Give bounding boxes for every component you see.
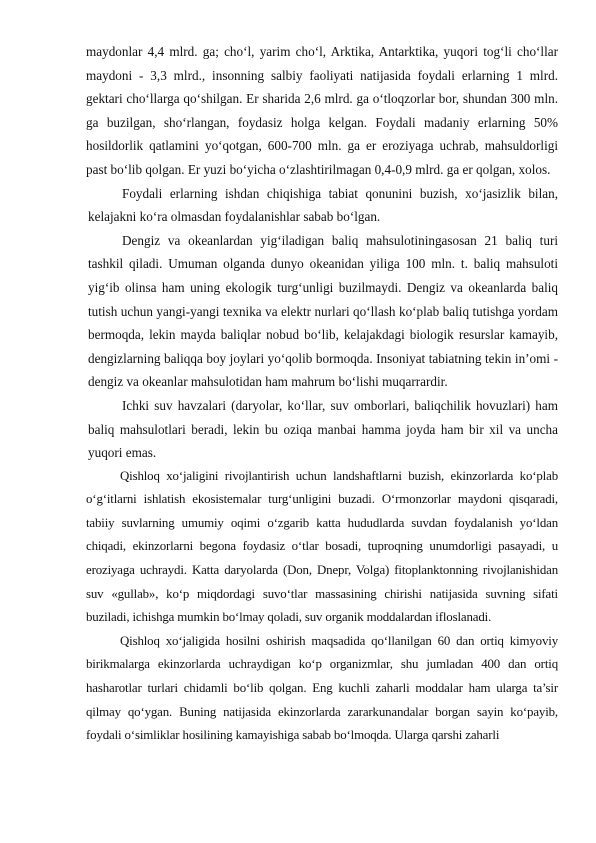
paragraph-inland-waters: Ichki suv havzalari (daryolar, ko‘llar, suv omborlari, baliqchilik hovuzlari) ham baliq mahsulotlari beradi, lekin bu oziqa manbai hamma joyda ham bir xil va uncha yuqori emas. [88,397,558,461]
paragraph-agriculture-landscape: Qishloq xo‘jaligini rivojlantirish uchun landshaftlarni buzish, ekinzorlarda ko‘plab o‘g‘itlarni ishlatish ekosistemalar turg‘unligini buzadi. O‘rmonzorlar maydoni qisqaradi, tabiiy suvlarning umumiy oqimi o‘zgarib katta hududlarda suvdan foydalanish yo‘ldan chiqadi, ekinzorlarni begona foydasiz o‘tlar bosadi, tuproqning unumdorligi pasayadi, u eroziyaga uchraydi. Katta daryolarda (Don, Dnepr, Volga) fitoplanktonning rivojlanishidan suv «gullab», ko‘p miqdordagi suvo‘tlar massasining chirishi natijasida suvning sifati buziladi, ichishga mumkin bo‘lmay qoladi, suv organik moddalardan ifloslanadi. [86,468,558,625]
document-page [86,40,558,748]
paragraph-land-statistics: maydonlar 4,4 mlrd. ga; cho‘l, yarim cho‘l, Arktika, Antarktika, yuqori tog‘li cho‘llar maydoni - 3,3 mlrd., insonning salbiy faoliyati natijasida foydali erlarning 1 mlrd. gektari cho‘llarga qo‘shilgan. Er sharida 2,6 mlrd. ga o‘tloqzorlar bor, shundan 300 mln. ga buzilgan, sho‘rlangan, foydasiz holga kelgan. Foydali madaniy erlarning 50% hosildorlik qatlamini yo‘qotgan, 600-700 mln. ga er eroziyaga uchrab, mahsuldorligi past bo‘lib qolgan. Er yuzi bo‘yicha o‘zlashtirilmagan 0,4-0,9 mlrd. ga er qolgan, xolos. [86,44,558,177]
paragraph-agriculture-chemicals: Qishloq xo‘jaligida hosilni oshirish maqsadida qo‘llanilgan 60 dan ortiq kimyoviy birikmalarga ekinzorlarda uchraydigan ko‘p organizmlar, shu jumladan 400 dan ortiq hasharotlar turlari chidamli bo‘lib qolgan. Eng kuchli zaharli moddalar ham ularga ta’sir qilmay qo‘ygan. Buning natijasida ekinzorlarda zararkunandalar borgan sayin ko‘payib, foydali o‘simliklar hosilining kamayishiga sabab bo‘lmoqda. Ularga qarshi zaharli [86,633,558,743]
paragraph-ocean-fish: Dengiz va okeanlardan yig‘iladigan baliq mahsulotiningasosan 21 baliq turi tashkil qiladi. Umuman olganda dunyo okeanidan yiliga 100 mln. t. baliq mahsuloti yig‘ib olinsa ham uning ekologik turg‘unligi buzilmaydi. Dengiz va okeanlarda baliq tutish uchun yangi-yangi texnika va elektr nurlari qo‘llash ko‘plab baliq tutishga yordam bermoqda, lekin mayda baliqlar nobud bo‘lib, kelajakdagi biologik resurslar kamayib, dengizlarning baliqqa boy joylari yo‘qolib bormoqda. Insoniyat tabiatning tekin in’omi - dengiz va okeanlar mahsulotidan ham mahrum bo‘lishi muqarrardir. [88,232,558,390]
paragraph-land-degradation: Foydali erlarning ishdan chiqishiga tabiat qonunini buzish, xo‘jasizlik bilan, kelajakni ko‘ra olmasdan foydalanishlar sabab bo‘lgan. [88,185,558,225]
